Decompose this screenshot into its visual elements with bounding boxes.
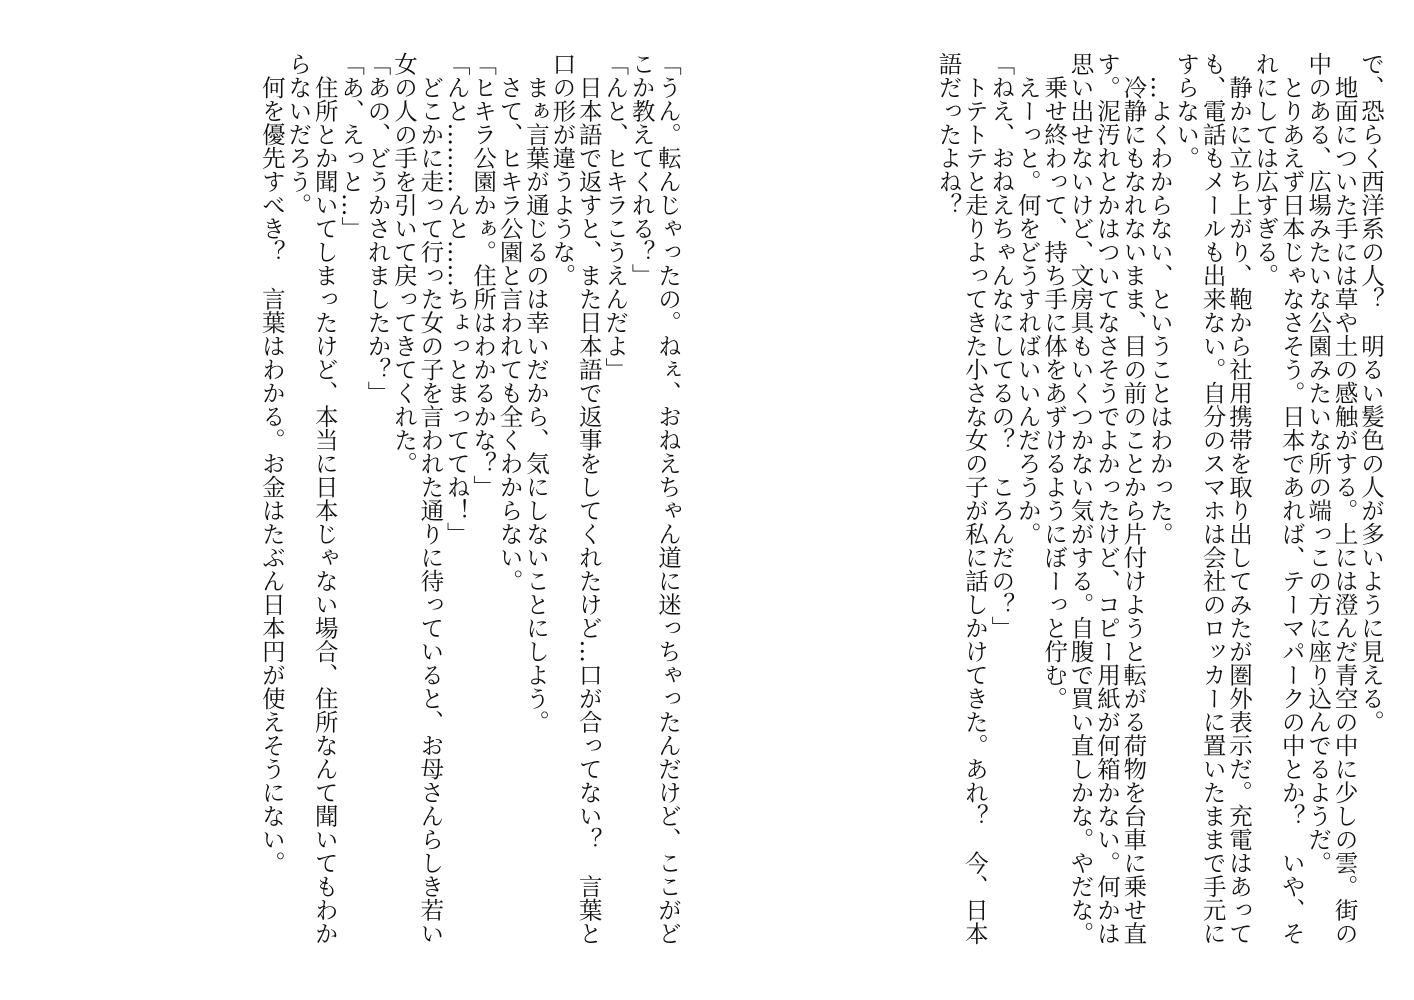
text-block-left: 「うん。転んじゃったの。ねぇ、おねえちゃん道に迷っちゃったんだけど、ここがどこか教えてくれる？」 「んと、ヒキラこうえんだよ」 日本語で返すと、また日本語で返事をしてくれたけど…口が合ってない？ 言葉と口の形が違うような。 まぁ言葉が通じるのは幸いだから、気にしないことにしよう。 さて、ヒキラ公園と言われても全くわからない。 「ヒキラ公園かぁ。住所はわかるかな？」 「んと………んと……ちょっとまっててね！」 どこかに走って行った女の子を言われた通りに待っていると、お母さんらしき若い女の人の手を引いて戻ってきてくれた。 「あの、どうかされましたか？」 「あ、えっと…」 住所とか聞いてしまったけど、本当に日本じゃない場合、住所なんて聞いてもわからないだろう。 何を優先すべき？ 言葉はわかる。お金はたぶん日本円が使えそうにない。: [257, 52, 682, 945]
text-block-right: で、恐らく西洋系の人？ 明るい髪色の人が多いように見える。 地面についた手には草や土の感触がする。上には澄んだ青空の中に少しの雲。街の中のある、広場みたいな公園みたいな所の端っこの方に座り込んでるようだ。 とりあえず日本じゃなさそう。日本であれば、テーマパークの中とか？ いや、それにしては広すぎる。 静かに立ち上がり、鞄から社用携帯を取り出してみたが圏外表示だ。充電はあっても、電話もメールも出来ない。自分のスマホは会社のロッカーに置いたままで手元にすらない。 …よくわからない、ということはわかった。 冷静にもなれないまま、目の前のことから片付けようと転がる荷物を台車に乗せ直す。泥汚れとかはついてなさそうでよかったけど、コピー用紙が何箱かない。何かは思い出せないけど、文房具もいくつかない気がする。自腹で買い直しかな。やだな。 乗せ終わって、持ち手に体をあずけるようにぼーっと佇む。 えーっと。何をどうすればいいんだろうか。 「ねえ、おねえちゃんなにしてるの？ ころんだの？」 トテトテと走りよってきた小さな女の子が私に話しかけてきた。あれ？ 今、日本語だったよね？: [934, 52, 1385, 945]
